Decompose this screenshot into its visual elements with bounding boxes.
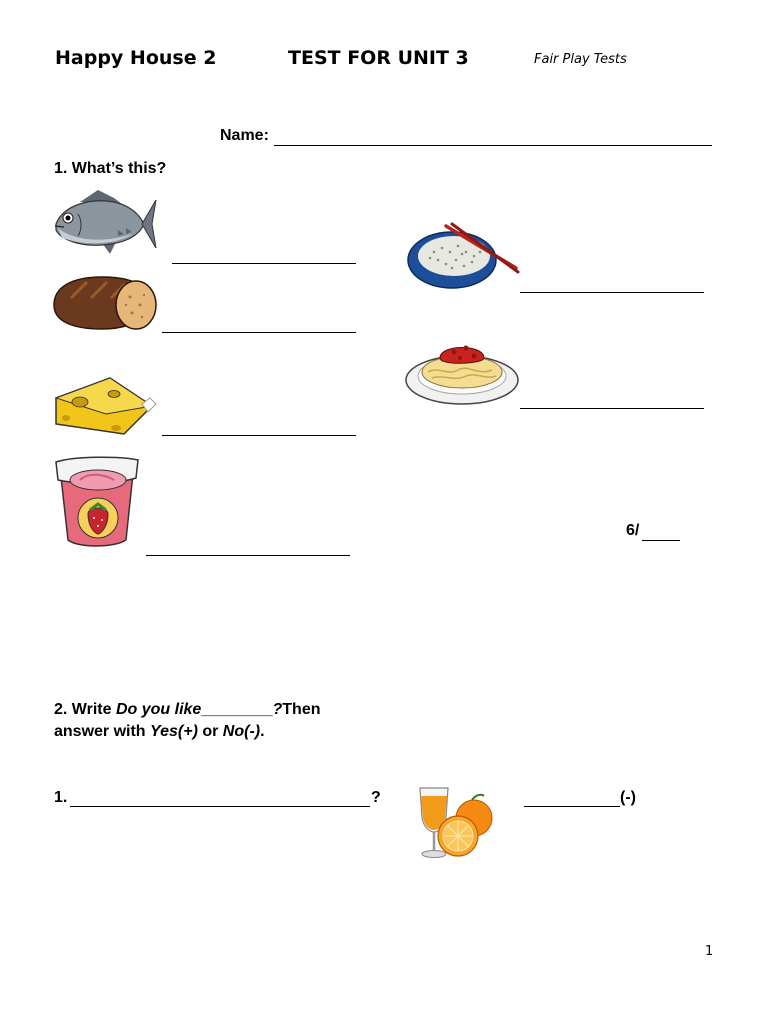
item1-question-mark: ? (371, 789, 381, 806)
section2-instruction-line2: answer with Yes(+) or No(-). (54, 723, 265, 740)
cheese-image (52, 374, 158, 438)
item1-answer-line[interactable] (524, 806, 620, 807)
item1-question-line[interactable] (70, 806, 370, 807)
bread-image (52, 275, 158, 333)
score-label: 6/ (626, 522, 640, 539)
section1-title: 1. What’s this? (54, 160, 167, 177)
item1-number: 1. (54, 789, 68, 806)
section2-instruction-line1: 2. Write Do you like________?Then (54, 701, 321, 718)
rice-answer-line[interactable] (520, 292, 704, 293)
rice-image (406, 222, 520, 294)
fish-answer-line[interactable] (172, 263, 356, 264)
page-number: 1 (705, 944, 714, 959)
spaghetti-answer-line[interactable] (520, 408, 704, 409)
yogurt-image (54, 456, 140, 548)
spaghetti-image (404, 336, 522, 408)
name-label: Name: (220, 127, 269, 144)
series-label: Fair Play Tests (534, 52, 627, 67)
item1-answer-suffix: (-) (620, 789, 636, 806)
test-title: TEST FOR UNIT 3 (288, 47, 469, 69)
bread-answer-line[interactable] (162, 332, 356, 333)
cheese-answer-line[interactable] (162, 435, 356, 436)
score-answer-line[interactable] (642, 540, 680, 541)
book-title: Happy House 2 (55, 47, 217, 69)
orange-juice-image (414, 784, 496, 860)
name-answer-line[interactable] (274, 145, 712, 146)
yogurt-answer-line[interactable] (146, 555, 350, 556)
fish-image (52, 190, 158, 256)
